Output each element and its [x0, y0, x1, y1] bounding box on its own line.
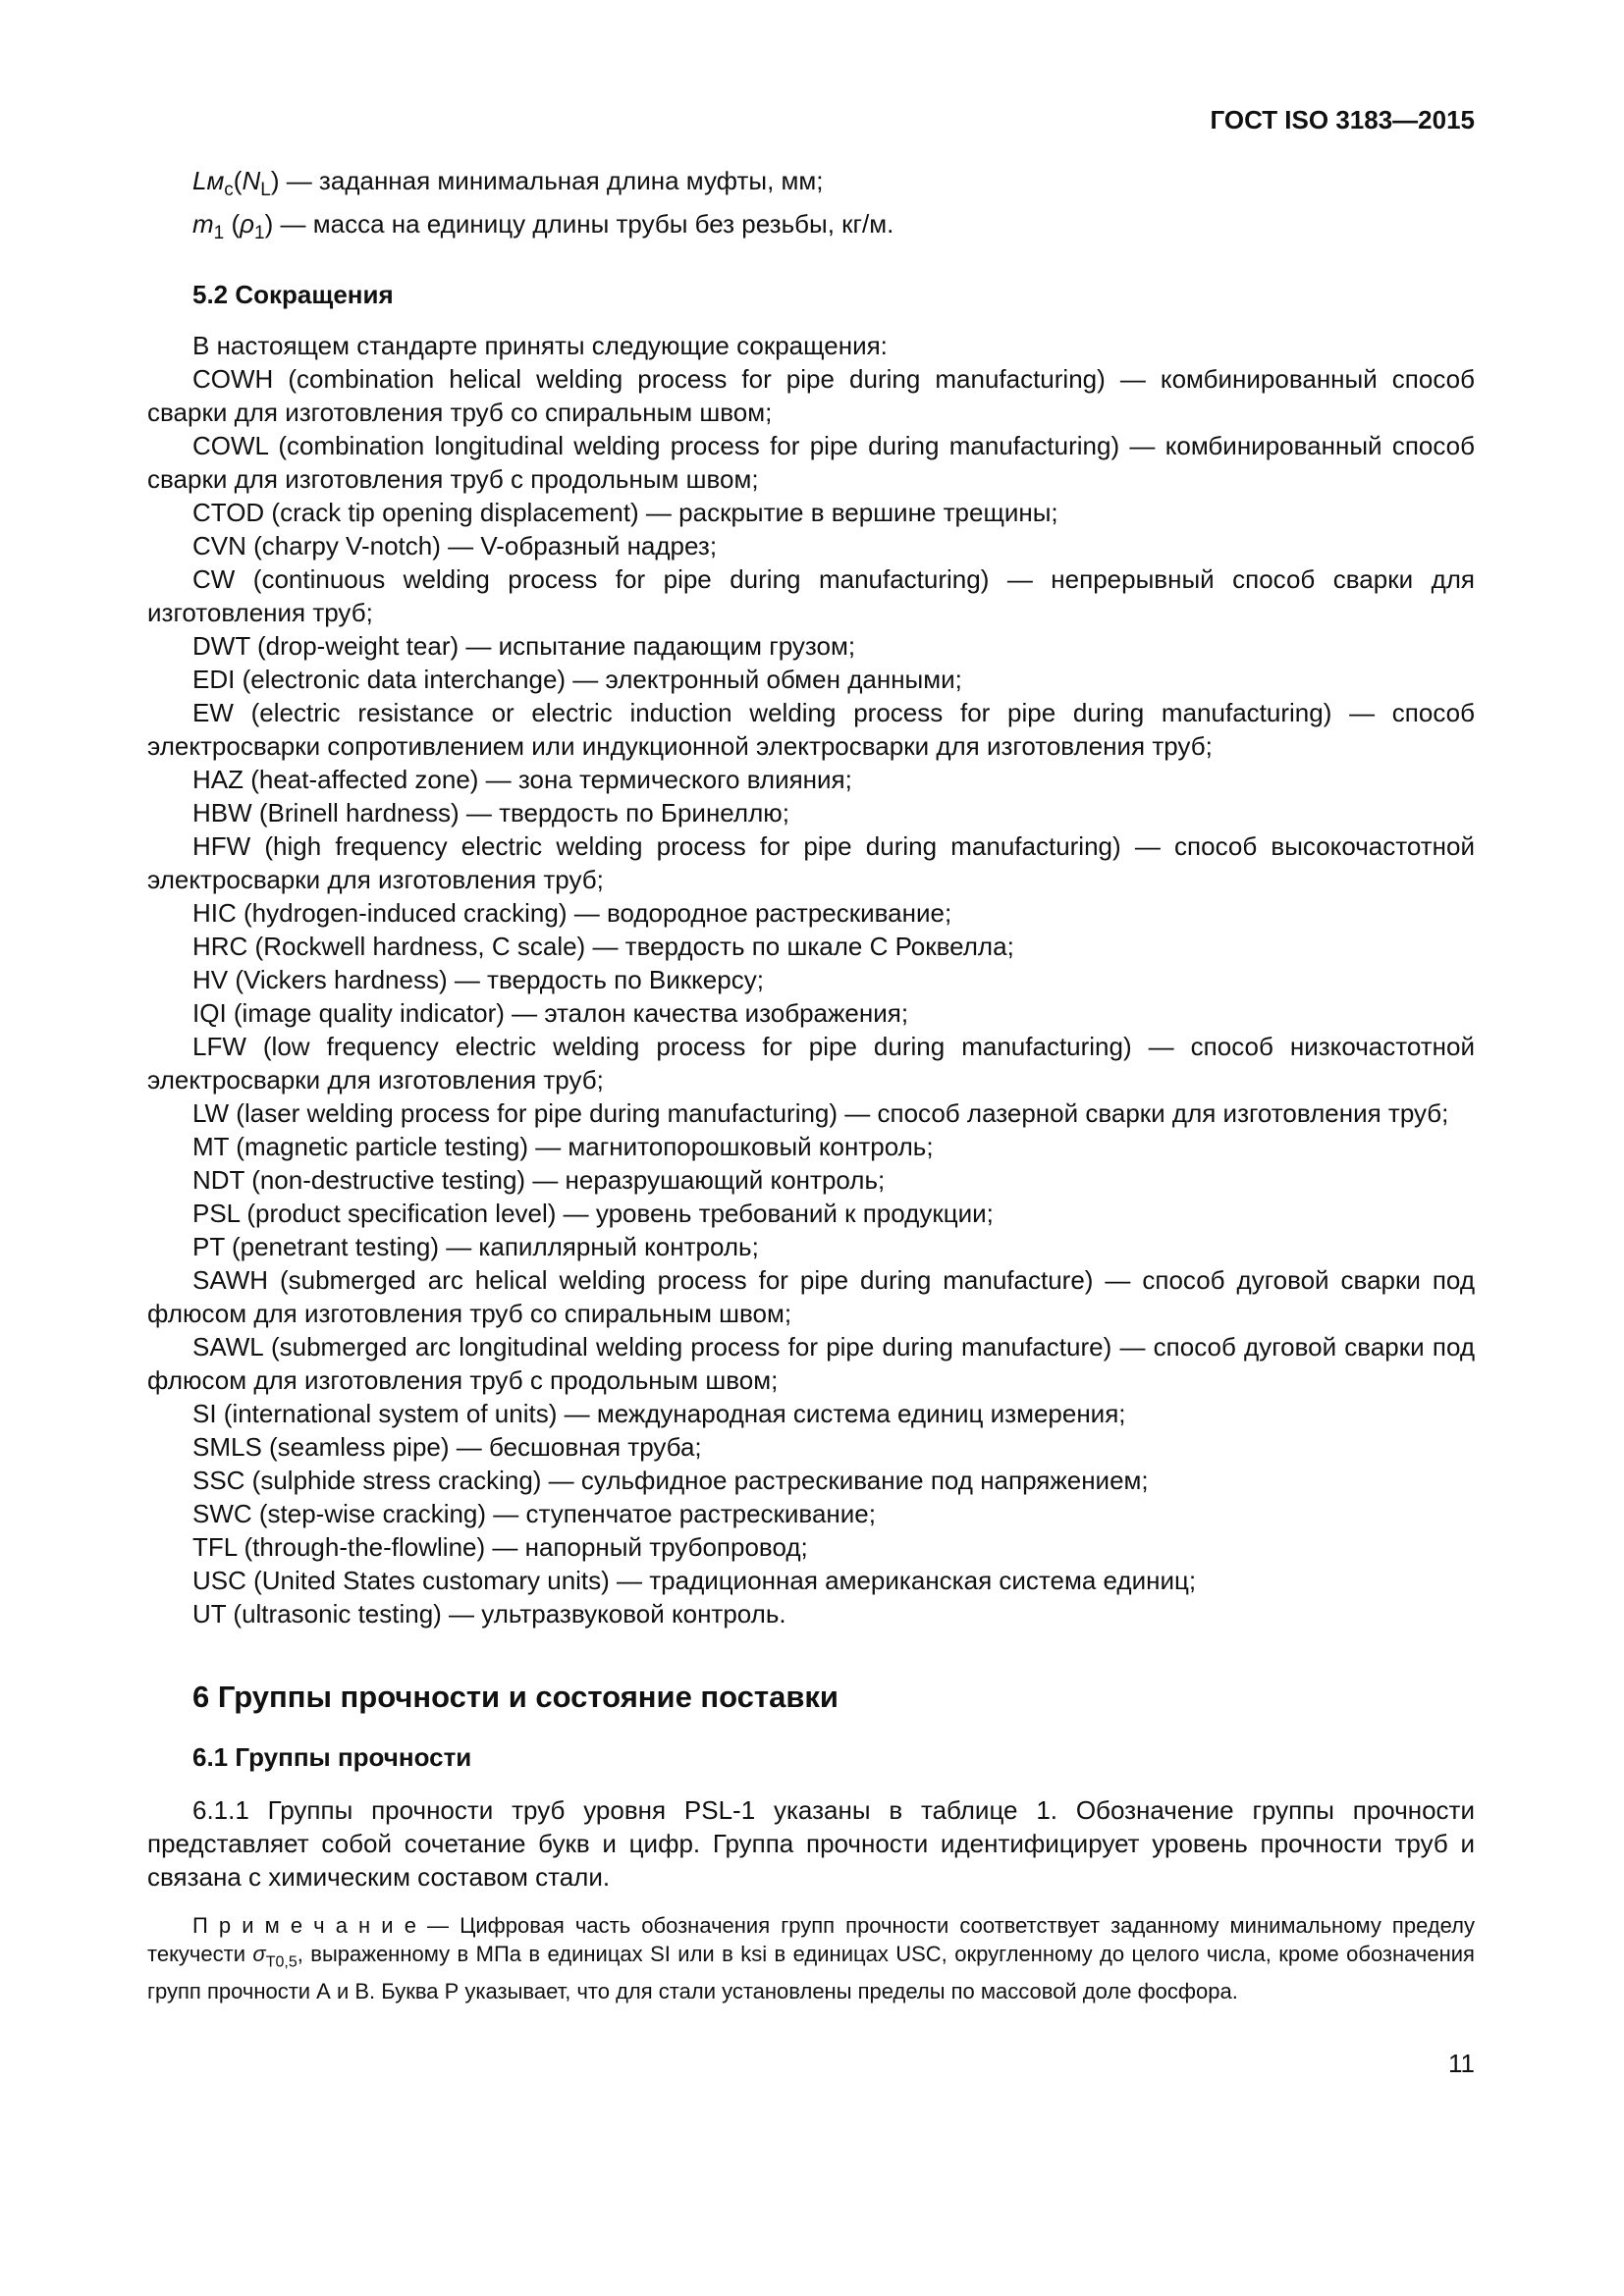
abbreviation-item: SWC (step-wise cracking) — ступенчатое растрескивание;: [192, 1499, 876, 1529]
section-6-title: 6 Группы прочности и состояние поставки: [192, 1680, 839, 1715]
abbreviation-item: EDI (electronic data interchange) — электронный обмен данными;: [192, 665, 962, 695]
symbol-description: ) — заданная минимальная длина муфты, мм;: [270, 166, 824, 195]
document-header: [147, 103, 1475, 136]
abbreviation-item: USC (United States customary units) — традиционная американская система единиц;: [192, 1566, 1197, 1596]
symbol-description: ) — масса на единицу длины трубы без резьбы, кг/м.: [264, 209, 894, 240]
symbol-variable: ρ: [240, 209, 255, 240]
abbreviation-item: NDT (non-destructive testing) — неразрушающий контроль;: [192, 1165, 886, 1196]
symbol-text: (: [233, 166, 243, 195]
symbol-definition-m1: [147, 207, 1475, 250]
abbreviation-item: COWH (combination helical welding process for pipe during manufacturing) — комбинированный способ сварки для изготовления труб со спиральным швом;: [147, 364, 1475, 428]
abbreviation-item: LFW (low frequency electric welding process for pipe during manufacturing) — способ низкочастотной электросварки для изготовления труб;: [147, 1032, 1475, 1095]
abbreviation-item: IQI (image quality indicator) — эталон качества изображения;: [192, 998, 909, 1029]
symbol-definition-lmc: [147, 164, 1475, 207]
section-6-1-title: 6.1 Группы прочности: [192, 1742, 472, 1773]
abbreviation-item: SAWH (submerged arc helical welding process for pipe during manufacture) — способ дуговой сварки под флюсом для изготовления труб со спиральным швом;: [147, 1265, 1475, 1329]
abbreviation-item: SSC (sulphide stress cracking) — сульфидное растрескивание под напряжением;: [192, 1466, 1149, 1496]
abbreviation-item: HV (Vickers hardness) — твердость по Виккерсу;: [192, 965, 764, 995]
abbreviation-item: CW (continuous welding process for pipe during manufacturing) — непрерывный способ сварки для изготовления труб;: [147, 564, 1475, 628]
symbol-text: (: [224, 209, 241, 240]
abbreviation-item: SMLS (seamless pipe) — бесшовная труба;: [192, 1432, 702, 1463]
abbreviation-item: LW (laser welding process for pipe during manufacturing) — способ лазерной сварки для изготовления труб;: [192, 1098, 1449, 1129]
abbreviation-item: PSL (product specification level) — уровень требований к продукции;: [192, 1199, 994, 1229]
symbol-variable: N: [242, 166, 261, 195]
abbreviation-item: HRC (Rockwell hardness, C scale) — твердость по шкале С Роквелла;: [192, 932, 1014, 962]
abbreviation-item: SI (international system of units) — международная система единиц измерения;: [192, 1399, 1126, 1429]
sigma-subscript: Т0,5: [265, 1953, 298, 1971]
abbreviation-item: UT (ultrasonic testing) — ультразвуковой контроль.: [192, 1599, 786, 1629]
symbol-variable: m: [192, 209, 214, 240]
symbol-variable: Lм: [192, 166, 225, 195]
abbreviation-item: SAWL (submerged arc longitudinal welding process for pipe during manufacture) — способ дуговой сварки под флюсом для изготовления труб с продольным швом;: [147, 1332, 1475, 1396]
section-6-1-1-paragraph: 6.1.1 Группы прочности труб уровня PSL-1 указаны в таблице 1. Обозначение группы прочности представляет собой сочетание букв и цифр. Группа прочности идентифицирует уровень прочности труб и связана с химическим составом стали.: [147, 1795, 1475, 1893]
symbol-subscript: c: [224, 180, 234, 201]
doc-number: ГОСТ ISO 3183—2015: [1210, 105, 1475, 134]
symbol-subscript: 1: [213, 223, 225, 244]
abbreviation-item: DWT (drop-weight tear) — испытание падающим грузом;: [192, 631, 856, 662]
abbreviation-item: EW (electric resistance or electric induction welding process for pipe during manufacturing) — способ электросварки сопротивлением или индукционной электросварки для изготовления труб;: [147, 698, 1475, 762]
symbol-subscript: 1: [254, 223, 265, 244]
symbol-subscript: L: [260, 180, 271, 201]
abbreviation-item: CVN (charpy V-notch) — V-образный надрез;: [192, 531, 718, 561]
note-text-start: П р и м е ч а н и е — Цифровая часть обозначения групп прочности соответствует заданному минимальному пределу текучести: [147, 1913, 1475, 1967]
page-number-value: 11: [1448, 2048, 1475, 2078]
section-5-2-title: 5.2 Сокращения: [192, 280, 394, 310]
abbreviation-item: HIC (hydrogen-induced cracking) — водородное растрескивание;: [192, 898, 952, 929]
note-text-end: , выраженному в МПа в единицах SI или в ksi в единицах USC, округленному до целого числа, кроме обозначения групп прочности А и В. Буква Р указывает, что для стали установлены пределы по массовой доле фосфора.: [147, 1942, 1475, 2003]
note-paragraph: [147, 1911, 1475, 2004]
abbreviation-item: TFL (through-the-flowline) — напорный трубопровод;: [192, 1532, 808, 1563]
abbreviation-item: COWL (combination longitudinal welding process for pipe during manufacturing) — комбинированный способ сварки для изготовления труб с продольным швом;: [147, 431, 1475, 495]
abbreviations-intro: В настоящем стандарте приняты следующие сокращения:: [192, 331, 888, 361]
abbreviation-item: PT (penetrant testing) — капиллярный контроль;: [192, 1232, 759, 1262]
abbreviation-item: CTOD (crack tip opening displacement) — раскрытие в вершине трещины;: [192, 498, 1058, 528]
sigma-symbol: σ: [252, 1942, 266, 1967]
abbreviation-item: MT (magnetic particle testing) — магнитопорошковый контроль;: [192, 1132, 934, 1162]
abbreviation-item: HFW (high frequency electric welding process for pipe during manufacturing) — способ высокочастотной электросварки для изготовления труб;: [147, 831, 1475, 895]
abbreviation-item: HAZ (heat-affected zone) — зона термического влияния;: [192, 765, 852, 795]
abbreviation-item: HBW (Brinell hardness) — твердость по Бринеллю;: [192, 798, 789, 828]
page-number: [147, 2049, 1475, 2078]
